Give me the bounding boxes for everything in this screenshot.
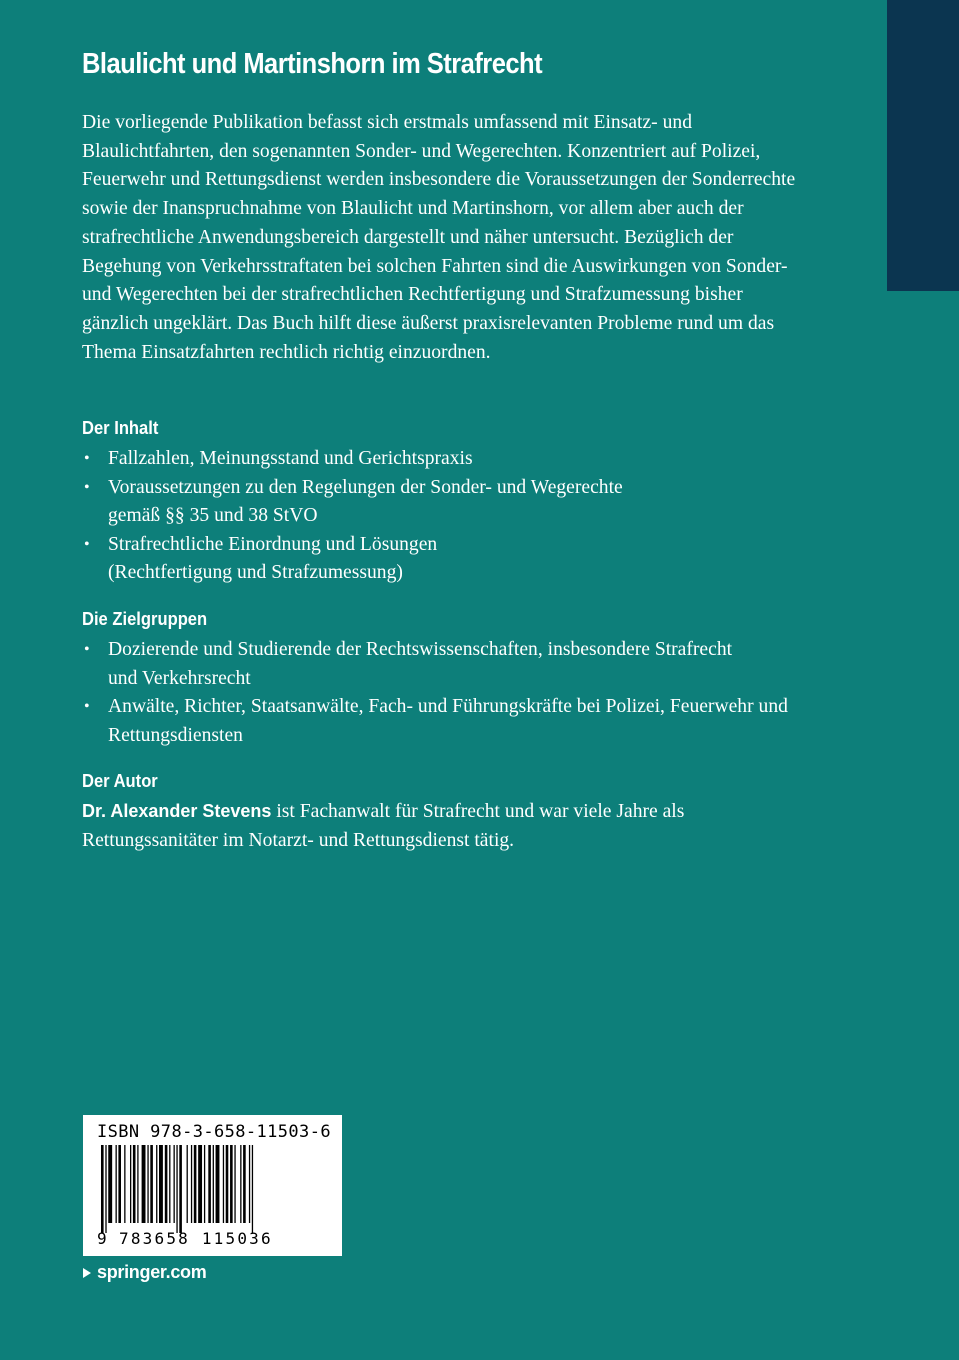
- list-item: • Anwälte, Richter, Staatsanwälte, Fach- und Führungskräfte bei Polizei, Feuerwehr und Rettungsdiensten: [82, 693, 788, 750]
- content-heading: Der Inhalt: [82, 418, 159, 438]
- arrow-right-icon: [82, 1267, 92, 1279]
- barcode-bar: [240, 1145, 241, 1223]
- barcode-bar: [174, 1145, 175, 1223]
- audience-list: [82, 636, 802, 750]
- barcode-bar: [179, 1145, 182, 1233]
- author-description: ist Fachanwalt für Strafrecht und war viele Jahre als Rettungssanitäter im Notarzt- und Rettungsdienst tätig.: [82, 801, 685, 851]
- barcode-bar: [194, 1145, 197, 1223]
- barcode-bar: [137, 1145, 138, 1223]
- barcode-bar: [101, 1145, 104, 1233]
- barcode-bar: [226, 1145, 229, 1223]
- barcode-bar: [150, 1145, 153, 1223]
- barcode-bar: [130, 1145, 131, 1223]
- barcode-bar: [234, 1145, 235, 1223]
- audience-heading: Die Zielgruppen: [82, 609, 208, 629]
- bullet-icon: •: [84, 641, 90, 658]
- isbn-barcode: [83, 1115, 342, 1256]
- barcode-bar: [133, 1145, 136, 1223]
- barcode-bar: [142, 1145, 146, 1223]
- barcode-bar: [198, 1145, 202, 1223]
- barcode-bar: [249, 1145, 250, 1223]
- bullet-icon: •: [84, 478, 90, 496]
- barcode-bars: [97, 1145, 329, 1235]
- barcode-bar: [243, 1145, 246, 1223]
- bullet-icon: •: [84, 450, 90, 467]
- list-item: • Dozierende und Studierende der Rechtswissenschaften, insbesondere Strafrecht und Verkehrsrecht: [82, 636, 758, 693]
- barcode-bar: [169, 1145, 170, 1223]
- barcode-bar: [187, 1145, 188, 1223]
- list-item: • Strafrechtliche Einordnung und Lösungen (Rechtfertigung und Strafzumessung): [82, 531, 538, 588]
- isbn-label: ISBN 978-3-658-11503-6: [97, 1122, 331, 1142]
- barcode-bar: [230, 1145, 233, 1223]
- barcode-bar: [208, 1145, 211, 1223]
- barcode-bar: [118, 1145, 121, 1223]
- barcode-bar: [156, 1145, 157, 1223]
- author-name: Dr. Alexander Stevens: [82, 801, 272, 821]
- author-bio: [82, 797, 802, 855]
- intro-paragraph: Die vorliegende Publikation befasst sich erstmals umfassend mit Einsatz- und Blaulichtfahrten, den sogenannten Sonder- und Wegerechten. Konzentriert auf Polizei, Feuerwehr und Rettungsdienst werden insbesondere die Voraussetzungen der Sonderrechte sowie der Inanspruchnahme von Blaulicht und Martinshorn, vor allem aber auch der strafrechtliche Anwendungsbereich dargestellt und näher untersucht. Bezüglich der Begehung von Verkehrsstraftaten bei solchen Fahrten sind die Auswirkungen von Sonder- und Wegerechten bei der strafrechtlichen Rechtfertigung und Strafzumessung bisher gänzlich ungeklärt. Das Buch hilft diese äußerst praxisrelevanten Probleme rund um das Thema Einsatzfahrten rechtlich richtig einzuordnen.: [82, 112, 796, 363]
- spine-color-block: [887, 0, 959, 291]
- barcode-bar: [165, 1145, 168, 1223]
- barcode-bar: [116, 1145, 117, 1223]
- barcode-bar: [105, 1145, 106, 1233]
- barcode-bar: [223, 1145, 224, 1223]
- ean-first-digit: 9: [97, 1229, 107, 1248]
- ean-digits: 783658 115036: [119, 1229, 273, 1248]
- publisher-link-text: springer.com: [97, 1262, 207, 1282]
- barcode-bar: [176, 1145, 177, 1233]
- book-title: Blaulicht und Martinshorn im Strafrecht: [82, 48, 543, 80]
- list-item: • Voraussetzungen zu den Regelungen der Sonder- und Wegerechte gemäß §§ 35 und 38 StVO: [82, 474, 628, 531]
- list-item: • Fallzahlen, Meinungsstand und Gerichtspraxis: [82, 445, 802, 474]
- barcode-bar: [124, 1145, 125, 1223]
- author-heading: Der Autor: [82, 771, 158, 791]
- publisher-link[interactable]: [82, 1262, 206, 1283]
- barcode-bar: [213, 1145, 214, 1223]
- barcode-bar: [204, 1145, 205, 1223]
- barcode-bar: [147, 1145, 148, 1223]
- barcode-bar: [216, 1145, 220, 1223]
- bullet-icon: •: [84, 698, 90, 715]
- content-list: [82, 445, 802, 588]
- barcode-bar: [108, 1145, 112, 1223]
- barcode-bar: [159, 1145, 163, 1223]
- barcode-bar: [191, 1145, 192, 1223]
- barcode-bar: [252, 1145, 253, 1233]
- bullet-icon: •: [84, 535, 90, 553]
